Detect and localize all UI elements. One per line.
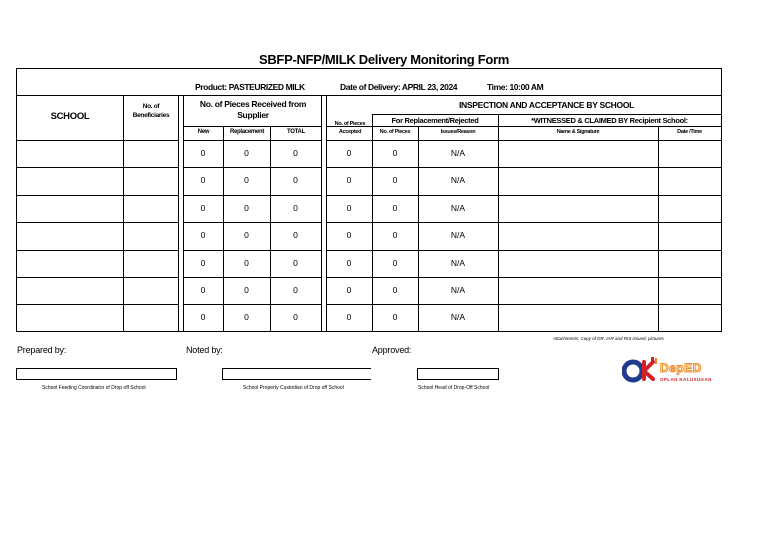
sig-box-school-head[interactable] bbox=[417, 368, 499, 380]
beneficiaries-cell[interactable] bbox=[123, 222, 178, 249]
replacement-cell[interactable]: 0 bbox=[244, 148, 249, 158]
signature-cell[interactable] bbox=[498, 304, 658, 331]
school-cell[interactable] bbox=[17, 195, 123, 222]
datetime-cell[interactable] bbox=[658, 277, 721, 304]
signature-cell[interactable] bbox=[498, 250, 658, 277]
new-cell[interactable]: 0 bbox=[200, 230, 206, 240]
header-total: TOTAL bbox=[287, 129, 305, 135]
school-cell[interactable] bbox=[17, 140, 123, 167]
pieces-cell[interactable]: 0 bbox=[392, 258, 398, 268]
school-cell[interactable] bbox=[17, 277, 123, 304]
accepted-cell[interactable]: 0 bbox=[346, 312, 352, 322]
school-cell[interactable] bbox=[17, 167, 123, 194]
accepted-cell[interactable]: 0 bbox=[346, 175, 352, 185]
datetime-cell[interactable] bbox=[658, 304, 721, 331]
datetime-cell[interactable] bbox=[658, 195, 721, 222]
header-witnessed: *WITNESSED & CLAIMED BY Recipient School: bbox=[531, 116, 688, 125]
issues-cell[interactable]: N/A bbox=[450, 258, 466, 268]
datetime-cell[interactable] bbox=[658, 140, 721, 167]
new-cell[interactable]: 0 bbox=[200, 148, 206, 158]
datetime-cell[interactable] bbox=[658, 222, 721, 249]
total-cell[interactable]: 0 bbox=[293, 312, 298, 322]
school-cell[interactable] bbox=[17, 250, 123, 277]
header-pieces-accepted: No. of Pieces Accepted bbox=[334, 121, 366, 135]
sig-box-property-custodian[interactable] bbox=[222, 368, 371, 380]
replacement-cell[interactable]: 0 bbox=[244, 285, 249, 295]
school-cell[interactable] bbox=[17, 222, 123, 249]
header-date-time: Date /Time bbox=[677, 129, 702, 135]
header-new: New bbox=[197, 129, 210, 135]
new-cell[interactable]: 0 bbox=[200, 312, 206, 322]
total-cell[interactable]: 0 bbox=[293, 230, 298, 240]
sig-box-feeding-coordinator[interactable] bbox=[16, 368, 177, 380]
sig-caption-school-head: School Head of Drop-Off School bbox=[418, 385, 490, 391]
replacement-cell[interactable]: 0 bbox=[244, 203, 249, 213]
total-cell[interactable]: 0 bbox=[293, 203, 298, 213]
issues-cell[interactable]: N/A bbox=[450, 312, 466, 322]
prepared-by-label: Prepared by: bbox=[17, 345, 67, 355]
header-pieces-received: No. of Pieces Received from Supplier bbox=[199, 99, 307, 120]
total-cell[interactable]: 0 bbox=[293, 285, 298, 295]
signature-cell[interactable] bbox=[498, 277, 658, 304]
issues-cell[interactable]: N/A bbox=[450, 203, 466, 213]
logo-subtext: OPLAN KALUSUGAN bbox=[660, 377, 712, 382]
beneficiaries-cell[interactable] bbox=[123, 304, 178, 331]
accepted-cell[interactable]: 0 bbox=[346, 230, 352, 240]
issues-cell[interactable]: N/A bbox=[450, 148, 466, 158]
pieces-cell[interactable]: 0 bbox=[392, 230, 398, 240]
new-cell[interactable]: 0 bbox=[200, 285, 206, 295]
beneficiaries-cell[interactable] bbox=[123, 167, 178, 194]
pieces-cell[interactable]: 0 bbox=[392, 148, 398, 158]
total-cell[interactable]: 0 bbox=[293, 258, 298, 268]
delivery-time-label: Time: 10:00 AM bbox=[487, 82, 544, 92]
new-cell[interactable]: 0 bbox=[200, 203, 206, 213]
accepted-cell[interactable]: 0 bbox=[346, 148, 352, 158]
product-label: Product: PASTEURIZED MILK bbox=[195, 82, 305, 92]
pieces-cell[interactable]: 0 bbox=[392, 312, 398, 322]
replacement-cell[interactable]: 0 bbox=[244, 312, 249, 322]
header-for-replacement: For Replacement/Rejected bbox=[391, 116, 479, 125]
new-cell[interactable]: 0 bbox=[200, 175, 206, 185]
monitoring-table bbox=[16, 68, 722, 332]
signature-cell[interactable] bbox=[498, 140, 658, 167]
accepted-cell[interactable]: 0 bbox=[346, 285, 352, 295]
new-cell[interactable]: 0 bbox=[200, 258, 206, 268]
total-cell[interactable]: 0 bbox=[293, 175, 298, 185]
sig-caption-property-custodian: School Property Custodian of Drop off School bbox=[243, 385, 344, 391]
replacement-cell[interactable]: 0 bbox=[244, 175, 249, 185]
header-name-signature: Name & Signature bbox=[556, 129, 600, 135]
beneficiaries-cell[interactable] bbox=[123, 250, 178, 277]
header-inspection: INSPECTION AND ACCEPTANCE BY SCHOOL bbox=[458, 100, 635, 110]
noted-by-label: Noted by: bbox=[186, 345, 223, 355]
header-issues: Issues/Reason bbox=[440, 129, 476, 135]
pieces-cell[interactable]: 0 bbox=[392, 203, 398, 213]
issues-cell[interactable]: N/A bbox=[450, 230, 466, 240]
header-school: SCHOOL bbox=[50, 111, 90, 122]
accepted-cell[interactable]: 0 bbox=[346, 258, 352, 268]
pieces-cell[interactable]: 0 bbox=[392, 175, 398, 185]
total-cell[interactable]: 0 bbox=[293, 148, 298, 158]
beneficiaries-cell[interactable] bbox=[123, 195, 178, 222]
replacement-cell[interactable]: 0 bbox=[244, 258, 249, 268]
issues-cell[interactable]: N/A bbox=[450, 285, 466, 295]
beneficiaries-cell[interactable] bbox=[123, 140, 178, 167]
header-no-of-pieces: No. of Pieces bbox=[379, 129, 411, 135]
approved-label: Approved: bbox=[372, 345, 412, 355]
signature-cell[interactable] bbox=[498, 195, 658, 222]
deped-oplan-kalusugan-logo bbox=[622, 356, 722, 386]
datetime-cell[interactable] bbox=[658, 250, 721, 277]
logo-text: DepED bbox=[660, 361, 702, 375]
header-replacement: Replacement bbox=[229, 129, 265, 135]
school-cell[interactable] bbox=[17, 304, 123, 331]
signature-cell[interactable] bbox=[498, 167, 658, 194]
form-title: SBFP-NFP/MILK Delivery Monitoring Form bbox=[258, 52, 510, 67]
sig-caption-feeding-coordinator: School Feeding Coordinator of Drop off School bbox=[42, 385, 146, 391]
issues-cell[interactable]: N/A bbox=[450, 175, 466, 185]
signature-cell[interactable] bbox=[498, 222, 658, 249]
attachments-note: Attachments: Copy of DR, IAR and RIS issued, pictures bbox=[553, 336, 664, 341]
replacement-cell[interactable]: 0 bbox=[244, 230, 249, 240]
accepted-cell[interactable]: 0 bbox=[346, 203, 352, 213]
delivery-date-label: Date of Delivery: APRIL 23, 2024 bbox=[340, 82, 458, 92]
header-beneficiaries: No. of Beneficiaries bbox=[132, 103, 170, 119]
pieces-cell[interactable]: 0 bbox=[392, 285, 398, 295]
datetime-cell[interactable] bbox=[658, 167, 721, 194]
beneficiaries-cell[interactable] bbox=[123, 277, 178, 304]
